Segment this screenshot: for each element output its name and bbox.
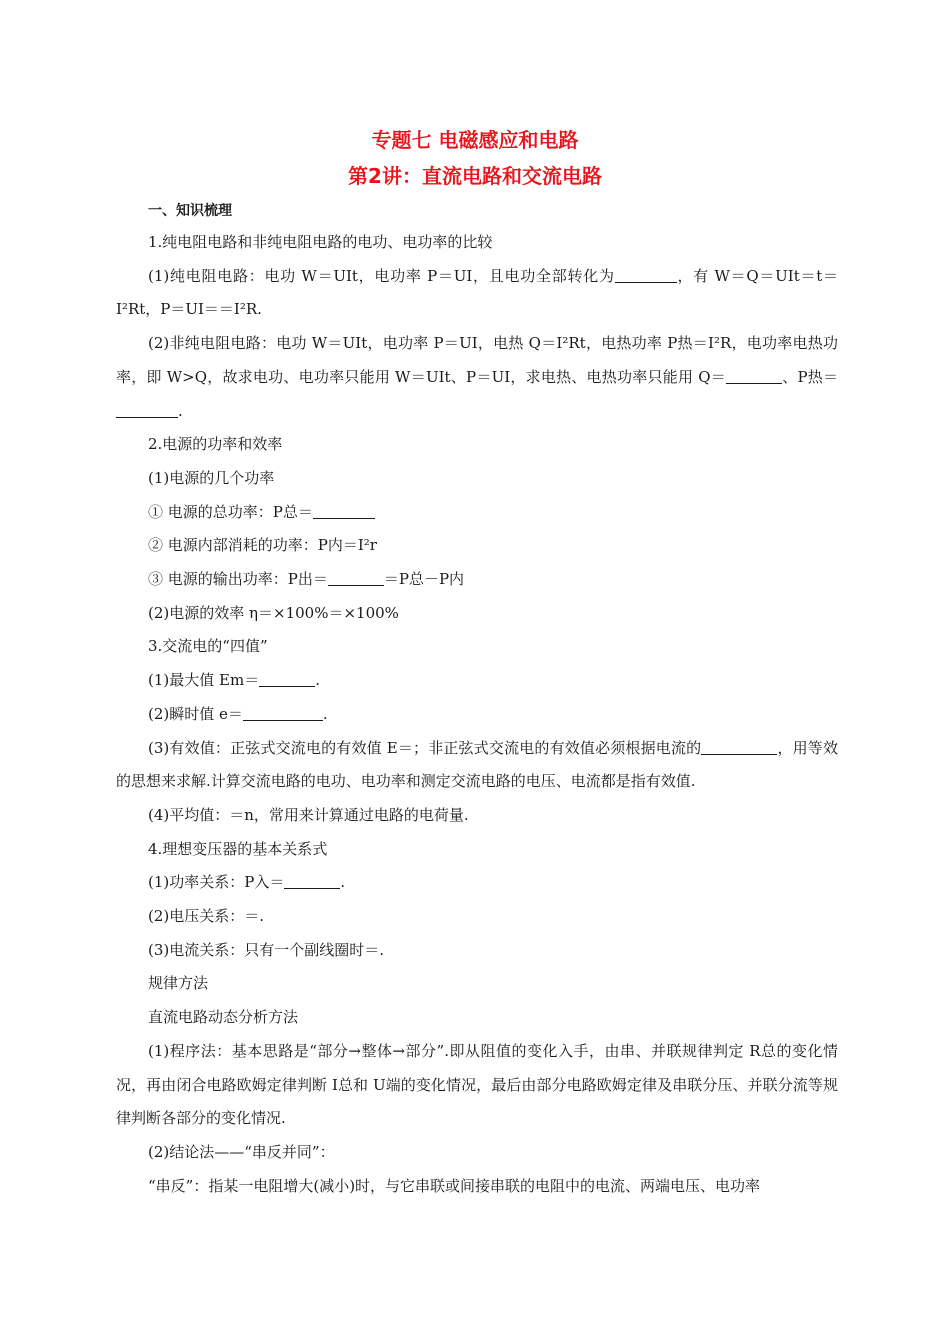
answer-blank [328, 571, 384, 586]
paragraph: (1)最大值 Em＝ . [148, 671, 320, 690]
paragraph: (4)平均值：＝n，常用来计算通过电路的电荷量. [148, 805, 469, 824]
document-body [116, 226, 838, 1203]
answer-blank [313, 504, 375, 519]
paragraph: (3)有效值：正弦式交流电的有效值 E＝；非正弦式交流电的有效值必须根据电流的 ，用等效的思想来求解.计算交流电路的电功、电功率和测定交流电路的电压、电流都是指有效值. [116, 738, 838, 791]
paragraph: (2)结论法——“串反并同”： [148, 1142, 335, 1161]
paragraph: 2.电源的功率和效率 [148, 435, 283, 454]
paragraph: 规律方法 [148, 974, 209, 993]
paragraph: (2)电压关系：＝. [148, 907, 265, 926]
paragraph: “串反”：指某一电阻增大(减小)时，与它串联或间接串联的电阻中的电流、两端电压、电功率 [148, 1176, 761, 1195]
section-heading: 一、知识梳理 [148, 203, 232, 219]
paragraph: ② 电源内部消耗的功率：P内＝I²r [148, 536, 377, 555]
paragraph: 直流电路动态分析方法 [148, 1008, 299, 1027]
answer-blank [259, 672, 315, 687]
paragraph: 3.交流电的“四值” [148, 637, 268, 656]
paragraph: 1.纯电阻电路和非纯电阻电路的电功、电功率的比较 [148, 233, 493, 251]
answer-blank [615, 268, 677, 283]
document-title: 专题七 电磁感应和电路 [371, 128, 579, 152]
answer-blank [701, 740, 777, 755]
paragraph: (2)瞬时值 e＝ . [148, 704, 328, 723]
answer-blank [284, 874, 340, 889]
paragraph: (1)电源的几个功率 [148, 468, 275, 487]
answer-blank [116, 403, 178, 418]
answer-blank [726, 369, 782, 384]
paragraph: ③ 电源的输出功率：P出＝ ＝P总－P内 [148, 570, 465, 589]
answer-blank [243, 706, 323, 721]
paragraph: ① 电源的总功率：P总＝ [116, 496, 838, 530]
paragraph: (1)纯电阻电路：电功 W＝UIt，电功率 P＝UI，且电功全部转化为 ，有 W＝Q＝UIt＝t＝I²Rt，P＝UI＝＝I²R. [116, 266, 838, 319]
paragraph: 4.理想变压器的基本关系式 [148, 839, 328, 858]
paragraph: (2)电源的效率 η＝×100%＝×100% [148, 603, 399, 622]
paragraph: (3)电流关系：只有一个副线圈时＝. [148, 940, 385, 959]
document-subtitle: 第2讲：直流电路和交流电路 [348, 164, 602, 188]
paragraph: (1)功率关系：P入＝ . [148, 873, 346, 892]
paragraph: (1)程序法：基本思路是“部分→整体→部分”.即从阻值的变化入手，由串、并联规律判定 R总的变化情况，再由闭合电路欧姆定律判断 I总和 U端的变化情况，最后由部分电路欧姆定律及串联分压、并联分流等规律判断各部分的变化情况. [116, 1041, 838, 1128]
paragraph: (2)非纯电阻电路：电功 W＝UIt，电功率 P＝UI，电热 Q＝I²Rt，电热功率 P热＝I²R，电功率电热功率，即 W>Q，故求电功、电功率只能用 W＝UIt、P＝UI，求电热、电热功率只能用 Q＝ 、P热＝. [116, 334, 839, 420]
